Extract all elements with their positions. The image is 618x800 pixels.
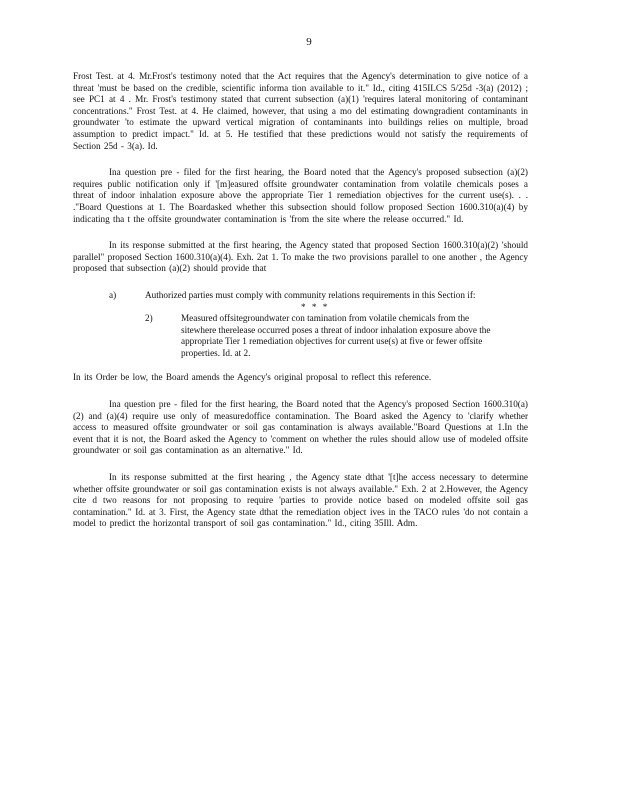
quoted-provision-a xyxy=(73,290,528,302)
paragraph-board-question-a2: Ina question pre - filed for the first hearing, the Board noted that the Agency's proposed subsection (a)(2) requires public notification only if '[m]easured offsite groundwater contamination from volatile chemicals poses a threat of indoor inhalation exposure above the appropriate Tier 1 remediation objectives for the current use(s). . . ."Board Questions at 1. The Boardasked whether this subsection should follow proposed Section 1600.310(a)(4) by indicating tha t the offsite groundwater contamination is 'from the site where the release occurred." Id. xyxy=(73,167,528,224)
provision-a-text: Authorized parties must comply with community relations requirements in this Section if: xyxy=(145,289,476,300)
document-body xyxy=(73,71,528,530)
page-number: 9 xyxy=(306,36,312,48)
paragraph-board-question-measured: Ina question pre - filed for the first hearing, the Board noted that the Agency's proposed Section 1600.310(a)(2) and (a)(4) require use only of measuredoffice contamination. The Board asked the Agency to 'clarify whether access to measured offsite groundwater or soil gas contamination is always available."Board Questions at 1.In the event that it is not, the Board asked the Agency to 'comment on whether the rules should allow use of modeled offsite groundwater or soil gas contamination as an alternative." Id. xyxy=(73,399,528,456)
paragraph-agency-response-access: In its response submitted at the first hearing , the Agency state dthat '[t]he access necessary to determine whether offsite groundwater or soil gas contamination exists is not always available." Exh. 2 at 2.However, the Agency cite d two reasons for not proposing to require 'parties to provide notice based on modeled offsite soil gas contamination." Id. at 3. First, the Agency state dthat the remediation object ives in the TACO rules 'do not contain a model to predict the horizontal transport of soil gas contamination." Id., citing 35Ill. Adm. xyxy=(73,472,528,529)
list-marker-2: 2) xyxy=(145,313,153,324)
provision-2-text: Measured offsitegroundwater con tamination from volatile chemicals from the sitewhere therelease occurred poses a threat of indoor inhalation exposure above the appropriate Tier 1 remediation objectives for current use(s) at five or fewer offsite properties. Id. at 2. xyxy=(181,313,491,358)
paragraph-agency-response-parallel: In its response submitted at the first hearing, the Agency stated that proposed Section 1600.310(a)(2) 'should parallel" proposed Section 1600.310(a)(4). Exh. 2at 1. To make the two provisions parallel to one another , the Agency proposed that subsection (a)(2) should provide that xyxy=(73,240,528,274)
paragraph-frost-testimony: Frost Test. at 4. Mr.Frost's testimony noted that the Act requires that the Agency's determination to give notice of a threat 'must be based on the credible, scientific informa tion available to it." Id., citing 415ILCS 5/25d -3(a) (2012) ; see PC1 at 4 . Mr. Frost's testimony stated that current subsection (a)(1) 'requires lateral monitoring of contaminant concentrations." Frost Test. at 4. He claimed, however, that using a mo del estimating downgradient contaminants in groundwater 'to estimate the upward vertical migration of contaminants into buildings relies on multiple, broad assumption to predict impact." Id. at 5. He testified that these predictions would not satisfy the requirements of Section 25d - 3(a). Id. xyxy=(73,71,528,151)
paragraph-board-amends: In its Order be low, the Board amends the Agency's original proposal to reflect this reference. xyxy=(73,372,432,383)
quoted-provision-2 xyxy=(73,313,528,359)
list-marker-a: a) xyxy=(109,289,117,300)
omission-asterisks: * * * xyxy=(301,301,330,312)
